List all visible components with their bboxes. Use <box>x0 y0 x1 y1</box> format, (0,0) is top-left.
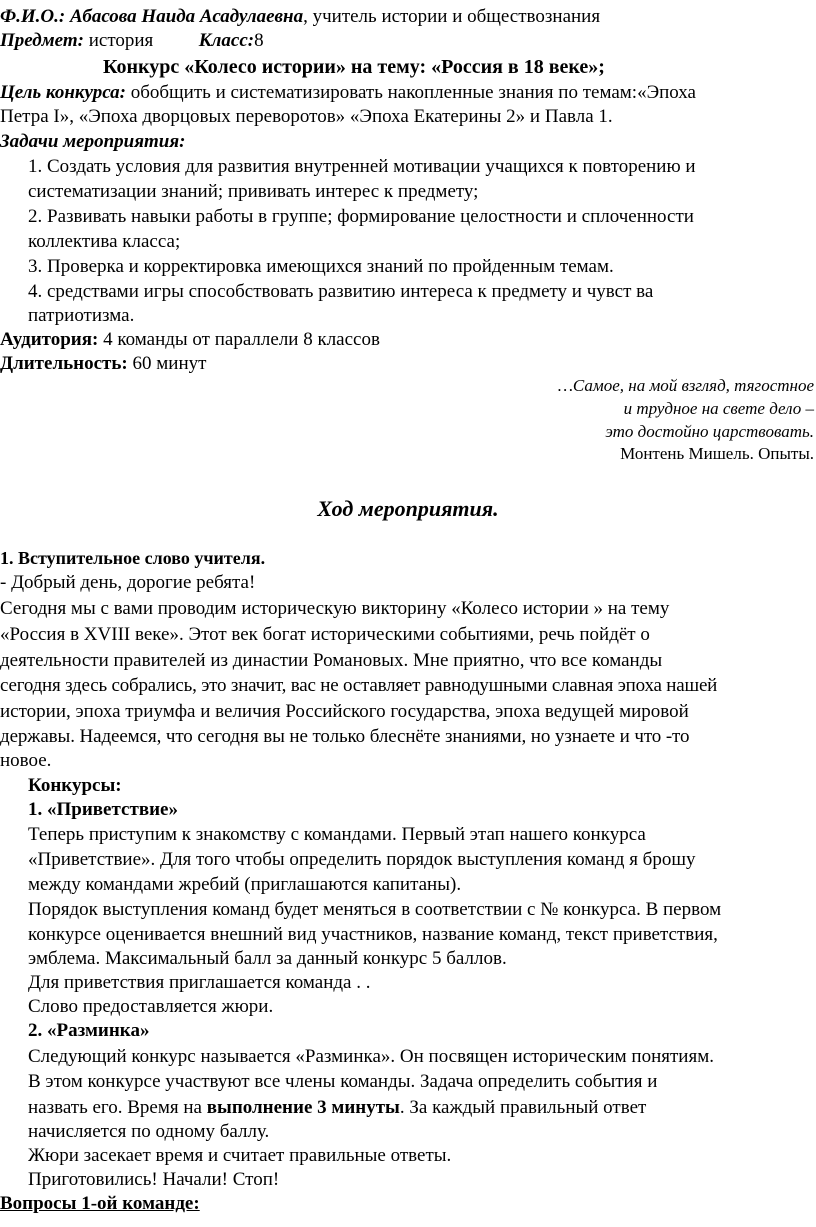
contest-2-heading: 2. «Разминка» <box>28 1020 150 1041</box>
task-1-line-1: 1. Создать условия для развития внутренней мотивации учащихся к повторению и <box>28 156 696 177</box>
intro-line-4: деятельности правителей из династии Романовых. Мне приятно, что все команды <box>0 650 663 671</box>
section-title: Ход мероприятия. <box>317 496 499 521</box>
contest-2-line-2: В этом конкурсе участвуют все члены команды. Задача определить события и <box>28 1071 658 1092</box>
intro-heading: 1. Вступительное слово учителя. <box>0 548 266 568</box>
intro-line-1: - Добрый день, дорогие ребята! <box>0 572 256 593</box>
author-role: , учитель истории и обществознания <box>303 6 601 27</box>
subject-value: история <box>83 30 154 51</box>
duration-label: Длительность: <box>0 353 128 374</box>
intro-line-2: Сегодня мы с вами проводим историческую викторину «Колесо истории » на тему <box>0 598 670 619</box>
goal-line-1 <box>0 81 696 105</box>
tasks-label: Задачи мероприятия: <box>0 131 186 152</box>
intro-line-6: истории, эпоха триумфа и величия Российского государства, эпоха ведущей мировой <box>0 701 689 722</box>
contest-1-line-4: Порядок выступления команд будет меняться в соответствии с № конкурса. В первом <box>28 899 722 920</box>
contest-2-line-3-post: . За каждый правильный ответ <box>399 1097 647 1118</box>
contest-2-line-5: Жюри засекает время и считает правильные ответы. <box>28 1145 452 1166</box>
goal-label: Цель конкурса: <box>0 82 126 103</box>
class-value: 8 <box>254 30 264 51</box>
questions-heading: Вопросы 1-ой команде: <box>0 1193 200 1214</box>
goal-text-1: обобщить и систематизировать накопленные знания по темам:«Эпоха <box>125 82 696 103</box>
contests-heading: Конкурсы: <box>28 775 122 796</box>
audience-label: Аудитория: <box>0 329 99 350</box>
task-4-line-1: 4. средствами игры способствовать развитию интереса к предмету и чувст ва <box>28 281 654 302</box>
audience-value: 4 команды от параллели 8 классов <box>98 329 380 350</box>
task-2-line-1: 2. Развивать навыки работы в группе; формирование целостности и сплоченности <box>28 206 694 227</box>
contest-2-line-3-pre: назвать его. Время на <box>28 1097 207 1118</box>
contest-1-line-8: Слово предоставляется жюри. <box>28 996 274 1017</box>
epigraph-line-3: это достойно царствовать. <box>605 422 814 441</box>
epigraph-line-1: …Самое, на мой взгляд, тягостное <box>557 376 814 395</box>
contest-2-line-6: Приготовились! Начали! Стоп! <box>28 1169 280 1190</box>
intro-line-8: новое. <box>0 750 52 771</box>
intro-line-7: державы. Надеемся, что сегодня вы не только блеснёте знаниями, но узнаете и что -то <box>0 726 690 747</box>
contest-1-line-2: «Приветствие». Для того чтобы определить порядок выступления команд я брошу <box>28 849 696 870</box>
task-1-line-2: систематизации знаний; прививать интерес к предмету; <box>28 181 479 202</box>
task-2-line-2: коллектива класса; <box>28 231 181 252</box>
class-label: Класс: <box>198 30 255 51</box>
subject-label: Предмет: <box>0 30 84 51</box>
contest-1-line-1: Теперь приступим к знакомству с командами. Первый этап нашего конкурса <box>28 824 646 845</box>
audience-line <box>0 328 380 352</box>
epigraph-line-2: и трудное на свете дело – <box>623 399 814 418</box>
contest-1-line-6: эмблема. Максимальный балл за данный конкурс 5 баллов. <box>28 948 507 969</box>
task-4-line-2: патриотизма. <box>28 305 135 326</box>
contest-1-heading: 1. «Приветствие» <box>28 799 178 820</box>
goal-line-2: Петра I», «Эпоха дворцовых переворотов» «Эпоха Екатерины 2» и Павла 1. <box>0 106 613 127</box>
task-3-line-1: 3. Проверка и корректировка имеющихся знаний по пройденным темам. <box>28 256 614 277</box>
subject-line <box>0 29 264 53</box>
contest-2-line-4: начисляется по одному баллу. <box>28 1121 270 1142</box>
contest-2-line-3 <box>28 1096 646 1120</box>
contest-2-line-1: Следующий конкурс называется «Разминка». Он посвящен историческим понятиям. <box>28 1046 714 1067</box>
duration-line <box>0 352 206 376</box>
contest-1-line-3: между командами жребий (приглашаются капитаны). <box>28 874 462 895</box>
intro-line-5: сегодня здесь собрались, это значит, вас не оставляет равнодушными славная эпоха нашей <box>0 675 718 696</box>
epigraph-author: Монтень Мишель. Опыты. <box>620 444 814 463</box>
duration-value: 60 минут <box>127 353 207 374</box>
intro-line-3: «Россия в XVIII веке». Этот век богат историческими событиями, речь пойдёт о <box>0 624 650 645</box>
contest-1-line-7: Для приветствия приглашается команда . . <box>28 972 371 993</box>
author-name: Ф.И.О.: Абасова Наида Асадулаевна <box>0 6 304 27</box>
contest-1-line-5: конкурсе оценивается внешний вид участников, название команд, текст приветствия, <box>28 924 718 945</box>
document-title: Конкурс «Колесо истории» на тему: «Россия в 18 веке»; <box>103 56 605 78</box>
author-line <box>0 5 600 29</box>
contest-2-time: выполнение 3 минуты <box>206 1097 400 1118</box>
